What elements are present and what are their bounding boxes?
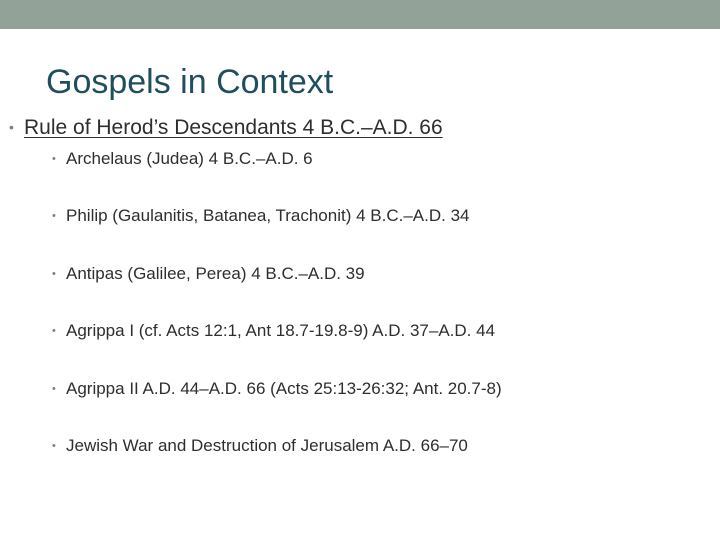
sub-point-philip [52, 204, 469, 228]
sub-point-text: Antipas (Galilee, Perea) 4 B.C.–A.D. 39 [66, 264, 365, 283]
sub-point-jewish-war [52, 434, 468, 458]
slide-title: Gospels in Context [46, 63, 334, 101]
bullet-icon: • [52, 383, 56, 395]
main-bullet-point [9, 113, 443, 142]
sub-point-text: Jewish War and Destruction of Jerusalem A.D. 66–70 [66, 436, 468, 455]
main-point-text: Rule of Herod’s Descendants 4 B.C.–A.D. 66 [24, 116, 443, 139]
bullet-icon: • [52, 440, 56, 452]
bullet-icon: • [52, 210, 56, 222]
sub-point-archelaus [52, 147, 313, 171]
sub-point-agrippa-i [52, 319, 495, 343]
sub-point-text: Agrippa I (cf. Acts 12:1, Ant 18.7-19.8-9) A.D. 37–A.D. 44 [66, 321, 496, 340]
sub-point-antipas [52, 262, 365, 286]
bullet-icon: • [52, 325, 56, 337]
sub-point-text: Agrippa II A.D. 44–A.D. 66 (Acts 25:13-26:32; Ant. 20.7-8) [66, 379, 502, 398]
slide-header-bar [0, 0, 720, 29]
sub-point-text: Archelaus (Judea) 4 B.C.–A.D. 6 [66, 149, 313, 168]
bullet-icon: • [52, 153, 56, 165]
bullet-icon: • [9, 119, 14, 135]
bullet-icon: • [52, 268, 56, 280]
sub-point-text: Philip (Gaulanitis, Batanea, Trachonit) 4 B.C.–A.D. 34 [66, 206, 470, 225]
sub-point-agrippa-ii [52, 377, 502, 401]
